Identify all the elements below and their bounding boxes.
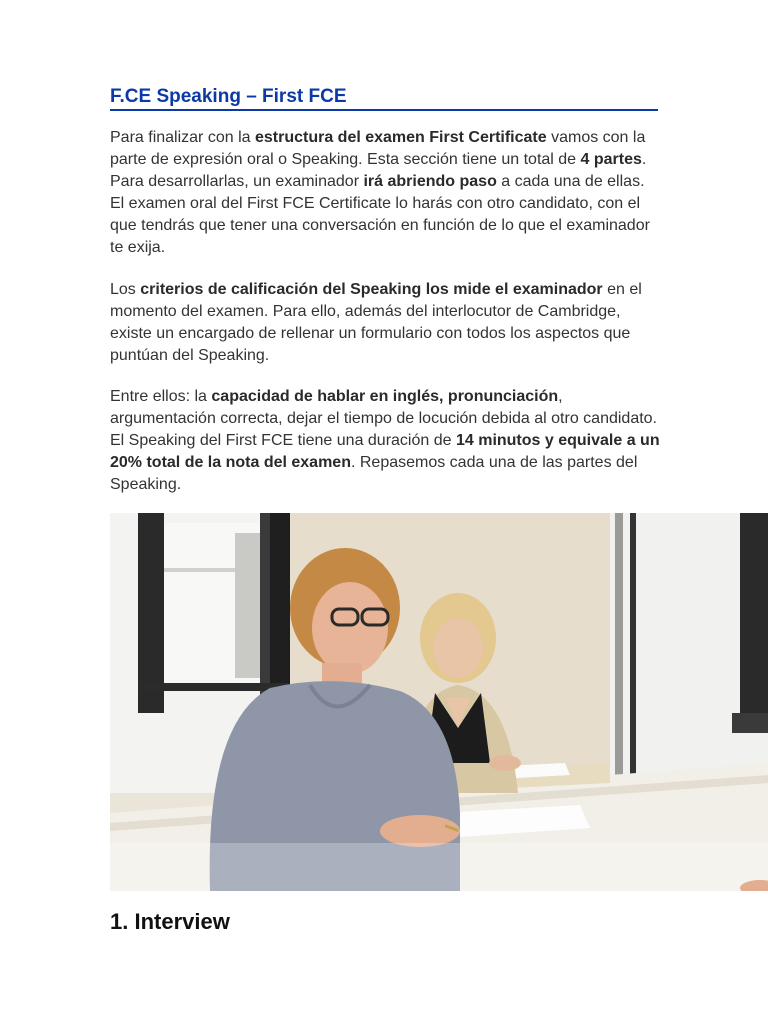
bold-text: estructura del examen First Certificate: [254, 129, 547, 146]
bold-text: capacidad de hablar en inglés, pronunciación: [211, 388, 559, 405]
paragraph-details: [110, 386, 662, 496]
text-run: a cada una de ellas. El examen oral del First FCE Certificate lo harás con otro candidato, con el que tendrás que tener una conversación en función de lo que el examinador te exija.: [110, 173, 650, 256]
text-run: , argumentación correcta, dejar el tiempo de locución debida al otro candidato. El Speaking del First FCE tiene una duración de: [110, 388, 657, 449]
text-run: . Para desarrollarlas, un examinador: [110, 151, 647, 190]
paragraph-criteria: [110, 279, 662, 367]
text-run: . Repasemos cada una de las partes del Speaking.: [110, 454, 638, 493]
bold-text: irá abriendo paso: [363, 173, 497, 190]
text-run: Entre ellos: la: [110, 388, 212, 405]
section-heading-interview: 1. Interview: [110, 909, 230, 934]
bold-text: 4 partes: [580, 151, 642, 168]
paragraph-intro: [110, 127, 662, 259]
text-run: Los: [110, 281, 141, 298]
bold-text: criterios de calificación del Speaking los mide el examinador: [140, 281, 603, 298]
article-title: F.CE Speaking – First FCE: [110, 86, 658, 111]
text-run: en el momento del examen. Para ello, además del interlocutor de Cambridge, existe un encargado de rellenar un formulario con todos los aspectos que puntúan del Speaking.: [110, 281, 642, 364]
text-run: Para finalizar con la: [110, 129, 255, 146]
bold-text: 14 minutos y equivale a un 20% total de la nota del examen: [110, 432, 660, 471]
text-run: vamos con la parte de expresión oral o Speaking. Esta sección tiene un total de: [110, 129, 646, 168]
exam-photo: [110, 513, 768, 891]
